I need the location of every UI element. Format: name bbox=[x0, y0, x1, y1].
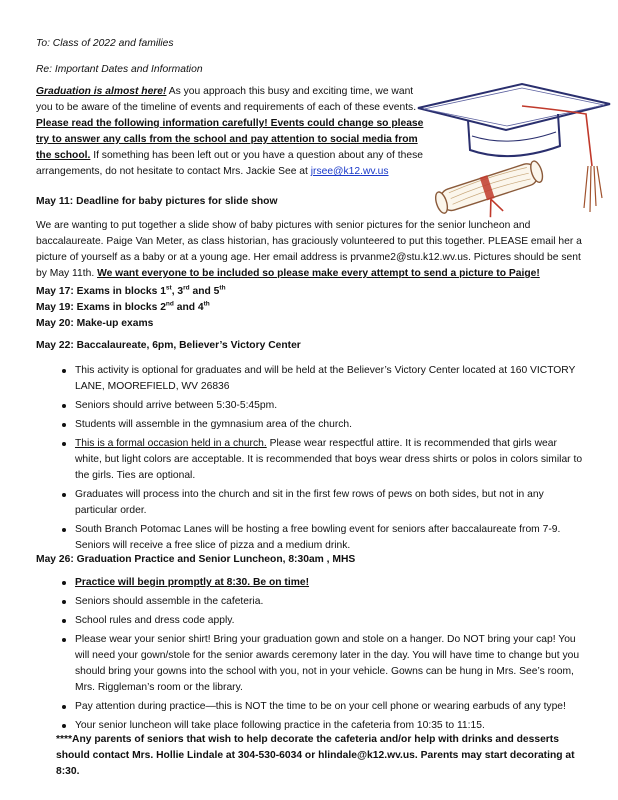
intro-text-2: If something has been left out or you have a question about any of these arrangements, do not hesitate to contact Mrs. Jackie See at bbox=[36, 150, 423, 177]
list-item: This is a formal occasion held in a church. Please wear respectful attire. It is recommended that girls wear white, but light colors are acceptable. It is recommended that boys wear dress shirts or polos in colors similar to the girls. Ties are optional. bbox=[36, 436, 586, 484]
baby-pictures-heading: May 11: Deadline for baby pictures for slide show bbox=[36, 196, 278, 207]
parents-note: ****Any parents of seniors that wish to help decorate the cafeteria and/or help with drinks and desserts should contact Mrs. Hollie Lindale at 304-530-6034 or hlindale@k12.wv.us. Parents may start decorating at 8:30. bbox=[56, 734, 575, 777]
to-line: To: Class of 2022 and families bbox=[36, 38, 174, 49]
list-item: South Branch Potomac Lanes will be hosting a free bowling event for seniors after baccalaureate from 7-9. Seniors will receive a free slice of pizza and a medium drink. bbox=[36, 522, 586, 554]
list-item: Pay attention during practice—this is NOT the time to be on your cell phone or wearing earbuds of any type! bbox=[36, 699, 586, 715]
baby-pictures-paragraph bbox=[36, 218, 586, 282]
list-item: Please wear your senior shirt! Bring your graduation gown and stole on a hanger. Do NOT bring your cap! You will need your gown/stole for the senior awards ceremony later in the day. You will have time to change but you should bring your gowns into the school with you, not in your vehicle. Gowns can be hung in Mrs. See’s room, Mrs. Riggleman’s room or the library. bbox=[36, 632, 586, 696]
exam-schedule bbox=[36, 284, 586, 332]
list-item: Graduates will process into the church and sit in the first few rows of pews on both sides, but not in any particular order. bbox=[36, 487, 586, 519]
baby-pictures-emphasis: We want everyone to be included so please make every attempt to send a picture to Paige! bbox=[97, 268, 540, 279]
list-item: Seniors should arrive between 5:30-5:45pm. bbox=[36, 398, 586, 414]
exam-line-may-19: May 19: Exams in blocks 2nd and 4th bbox=[36, 300, 210, 313]
exam-line-may-17: May 17: Exams in blocks 1st, 3rd and 5th bbox=[36, 284, 226, 297]
list-item: Your senior luncheon will take place following practice in the cafeteria from 10:35 to 11:15. bbox=[36, 718, 586, 734]
intro-lead: Graduation is almost here! bbox=[36, 86, 167, 97]
list-item: Practice will begin promptly at 8:30. Be on time! bbox=[36, 575, 586, 591]
intro-paragraph bbox=[36, 84, 424, 180]
intro-text-1: As you approach this busy and exciting time, we want you to be aware of the timeline of events and requirements of each of these events. bbox=[36, 86, 417, 113]
list-item: This activity is optional for graduates and will be held at the Believer’s Victory Center located at 160 VICTORY LANE, MOOREFIELD, WV 26836 bbox=[36, 363, 586, 395]
list-item: Students will assemble in the gymnasium area of the church. bbox=[36, 417, 586, 433]
list-item: Seniors should assemble in the cafeteria. bbox=[36, 594, 586, 610]
list-item: School rules and dress code apply. bbox=[36, 613, 586, 629]
exam-line-may-20: May 20: Make-up exams bbox=[36, 318, 154, 329]
re-line: Re: Important Dates and Information bbox=[36, 64, 203, 75]
contact-email-link[interactable]: jrsee@k12.wv.us bbox=[310, 166, 389, 177]
intro-emphasis: Please read the following information carefully! Events could change so please try to answer any calls from the school and pay attention to social media from the school. bbox=[36, 118, 424, 161]
graduation-practice-heading: May 26: Graduation Practice and Senior Luncheon, 8:30am , MHS bbox=[36, 554, 356, 565]
baccalaureate-heading: May 22: Baccalaureate, 6pm, Believer’s Victory Center bbox=[36, 340, 301, 351]
baccalaureate-list bbox=[36, 363, 586, 557]
graduation-practice-list bbox=[36, 575, 586, 737]
baby-pictures-text: We are wanting to put together a slide show of baby pictures with senior pictures for the senior luncheon and baccalaureate. Paige Van Meter, as class historian, has graciously volunteered to put this together. PLEASE email her a picture of yourself as a baby or at a young age. Her email address is prvanme2@stu.k12.wv.us. Pictures should be sent by May 11th. bbox=[36, 220, 582, 279]
